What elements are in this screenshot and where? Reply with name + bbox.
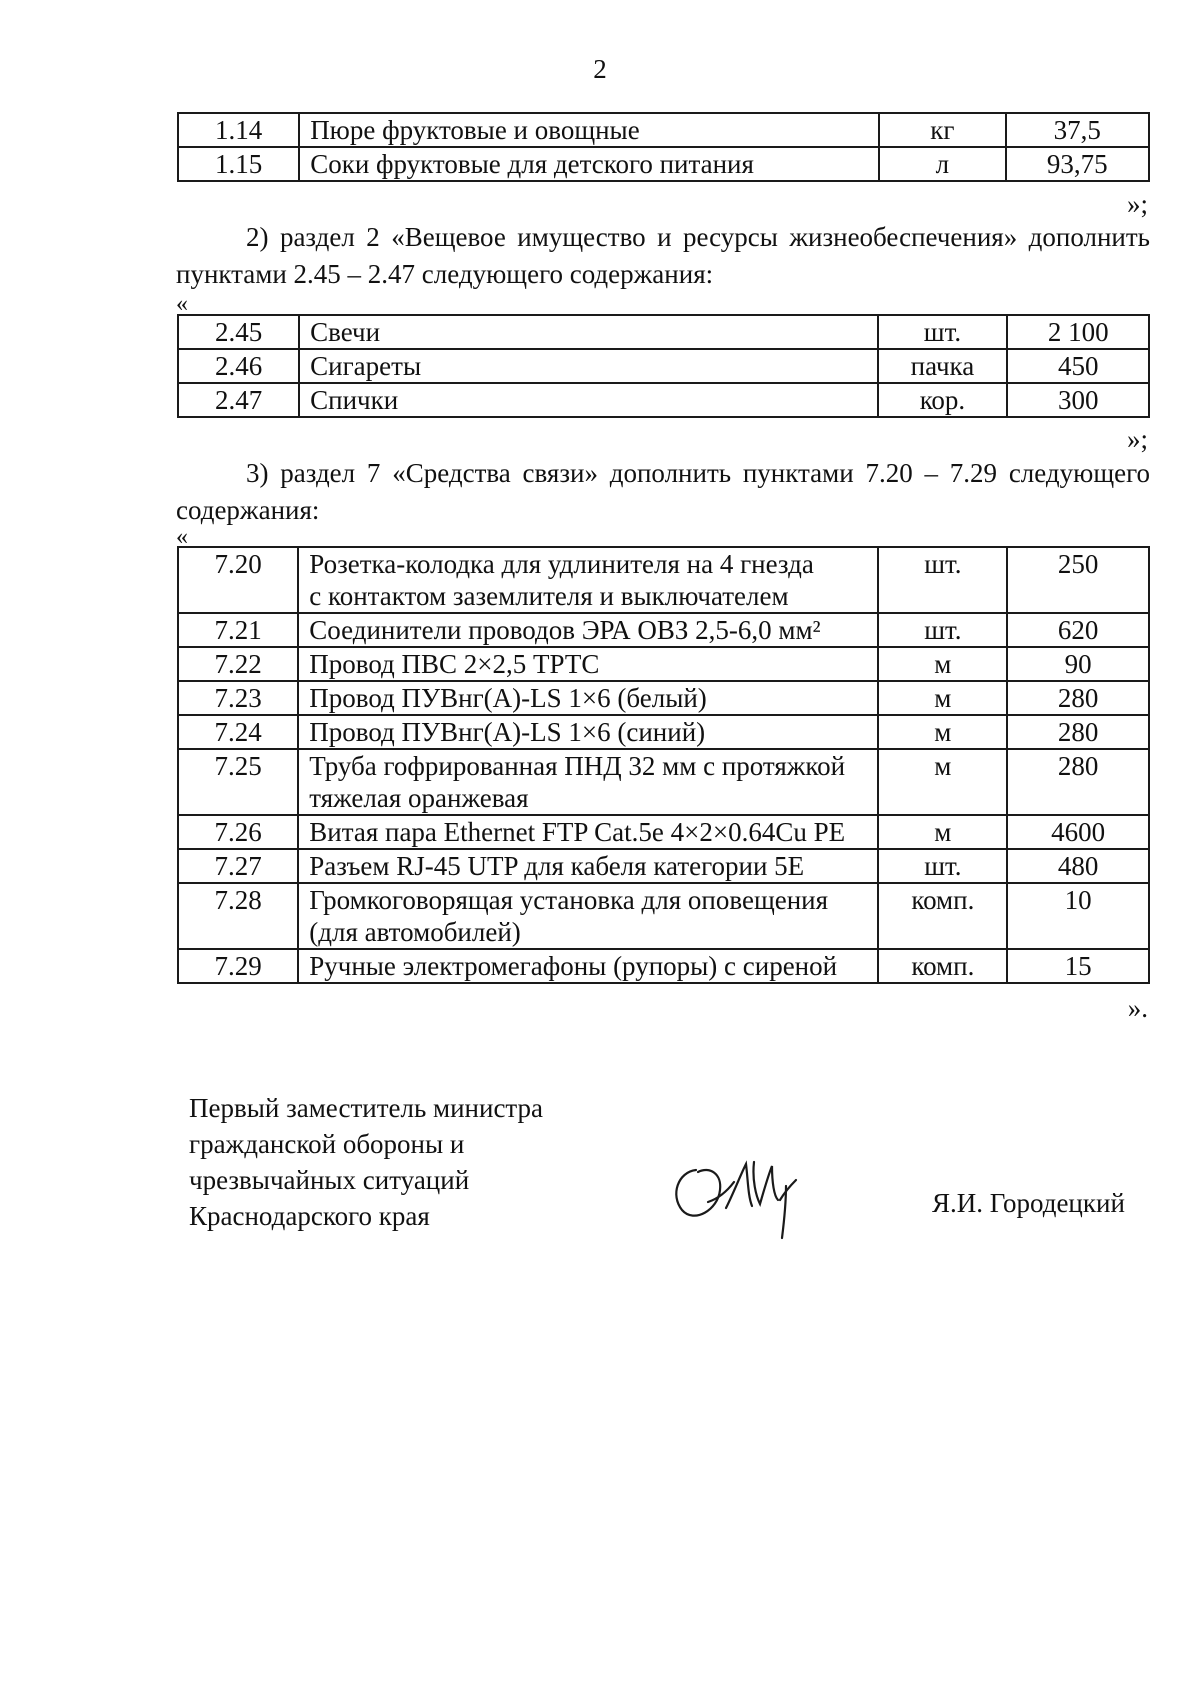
page-number: 2 <box>593 54 607 84</box>
item-number: 7.27 <box>178 849 298 883</box>
closing-quote-3: ». <box>1127 993 1148 1023</box>
item-number: 7.24 <box>178 715 298 749</box>
item-name <box>298 883 878 949</box>
signer-title-line: Первый заместитель министра <box>189 1093 544 1123</box>
item-unit: м <box>878 681 1007 715</box>
paragraph-section-2: 2) раздел 2 «Вещевое имущество и ресурсы жизнеобеспечения» дополнить пунктами 2.45 – 2.47 следующего содержания: <box>176 222 1150 289</box>
item-name <box>299 113 879 147</box>
item-number: 1.14 <box>178 113 299 147</box>
item-name-line: Розетка-колодка для удлинителя на 4 гнезда <box>309 549 814 579</box>
item-quantity: 620 <box>1007 613 1149 647</box>
item-number: 7.21 <box>178 613 298 647</box>
item-name <box>298 681 878 715</box>
signer-title <box>189 1090 543 1234</box>
item-name <box>298 749 878 815</box>
item-name-line: Труба гофрированная ПНД 32 мм с протяжкой <box>309 751 846 781</box>
handwritten-signature <box>668 1140 818 1240</box>
item-number: 2.45 <box>178 315 299 349</box>
item-number: 7.29 <box>178 949 298 983</box>
table-row <box>178 715 1149 749</box>
item-name-line: Ручные электромегафоны (рупоры) с сиреной <box>309 951 838 981</box>
item-quantity: 93,75 <box>1006 147 1149 181</box>
item-name-line: Витая пара Ethernet FTP Cat.5e 4×2×0.64Cu PE <box>309 817 846 847</box>
signer-title-line: гражданской обороны и <box>189 1129 465 1159</box>
closing-quote-2: »; <box>1126 424 1148 454</box>
item-name-line: Свечи <box>310 317 381 347</box>
table-row <box>178 349 1149 383</box>
table-row <box>178 849 1149 883</box>
table-food-items <box>177 112 1150 182</box>
item-name-line: тяжелая оранжевая <box>309 783 529 813</box>
signer-name: Я.И. Городецкий <box>932 1188 1125 1218</box>
item-unit: м <box>878 647 1007 681</box>
item-name <box>298 715 878 749</box>
item-name-line: Провод ПВС 2×2,5 ТРТС <box>309 649 600 679</box>
table-row <box>178 383 1149 417</box>
table-row <box>178 113 1149 147</box>
item-quantity: 250 <box>1007 547 1149 613</box>
item-name <box>298 949 878 983</box>
item-unit: комп. <box>878 949 1007 983</box>
item-name-line: Пюре фруктовые и овощные <box>310 115 640 145</box>
item-number: 1.15 <box>178 147 299 181</box>
item-number: 7.20 <box>178 547 298 613</box>
item-name-line: с контактом заземлителя и выключателем <box>309 581 789 611</box>
item-number: 7.28 <box>178 883 298 949</box>
table-row <box>178 147 1149 181</box>
item-number: 7.25 <box>178 749 298 815</box>
item-unit: шт. <box>878 315 1008 349</box>
item-name-line: (для автомобилей) <box>309 917 521 947</box>
table-row <box>178 749 1149 815</box>
item-name <box>298 815 878 849</box>
item-number: 7.26 <box>178 815 298 849</box>
item-quantity: 480 <box>1007 849 1149 883</box>
item-unit: шт. <box>878 613 1007 647</box>
item-name-line: Сигареты <box>310 351 422 381</box>
item-name-line: Громкоговорящая установка для оповещения <box>309 885 829 915</box>
item-quantity: 15 <box>1007 949 1149 983</box>
item-unit: м <box>878 815 1007 849</box>
item-unit: кор. <box>878 383 1008 417</box>
table-communications-items <box>177 546 1150 984</box>
table-row <box>178 949 1149 983</box>
item-name <box>299 383 877 417</box>
opening-quote-3: « <box>176 524 188 550</box>
item-name <box>298 647 878 681</box>
table-row <box>178 613 1149 647</box>
item-quantity: 90 <box>1007 647 1149 681</box>
item-quantity: 280 <box>1007 749 1149 815</box>
item-quantity: 37,5 <box>1006 113 1149 147</box>
item-unit: шт. <box>878 547 1007 613</box>
table-row <box>178 315 1149 349</box>
table-row <box>178 681 1149 715</box>
signer-title-line: чрезвычайных ситуаций <box>189 1165 470 1195</box>
item-name <box>299 315 877 349</box>
item-unit: кг <box>879 113 1006 147</box>
item-quantity: 2 100 <box>1007 315 1149 349</box>
item-name <box>299 147 879 181</box>
item-unit: м <box>878 715 1007 749</box>
item-name-line: Соединители проводов ЭРА ОВЗ 2,5-6,0 мм² <box>309 615 821 645</box>
item-number: 2.46 <box>178 349 299 383</box>
table-row <box>178 547 1149 613</box>
table-row <box>178 815 1149 849</box>
opening-quote-2: « <box>176 291 188 317</box>
item-quantity: 300 <box>1007 383 1149 417</box>
table-row <box>178 647 1149 681</box>
item-number: 2.47 <box>178 383 299 417</box>
item-quantity: 280 <box>1007 715 1149 749</box>
item-quantity: 10 <box>1007 883 1149 949</box>
table-supplies-items <box>177 314 1150 418</box>
item-name-line: Разъем RJ-45 UTP для кабеля категории 5E <box>309 851 805 881</box>
item-name <box>299 349 877 383</box>
table-row <box>178 883 1149 949</box>
paragraph-section-7: 3) раздел 7 «Средства связи» дополнить пунктами 7.20 – 7.29 следующего содержания: <box>176 458 1150 525</box>
item-name <box>298 849 878 883</box>
item-unit: шт. <box>878 849 1007 883</box>
item-name-line: Спички <box>310 385 399 415</box>
closing-quote-1: »; <box>1126 189 1148 219</box>
item-quantity: 450 <box>1007 349 1149 383</box>
item-name <box>298 547 878 613</box>
item-name <box>298 613 878 647</box>
item-quantity: 280 <box>1007 681 1149 715</box>
item-name-line: Провод ПУВнг(А)-LS 1×6 (белый) <box>309 683 707 713</box>
item-unit: л <box>879 147 1006 181</box>
item-number: 7.23 <box>178 681 298 715</box>
item-unit: комп. <box>878 883 1007 949</box>
item-name-line: Соки фруктовые для детского питания <box>310 149 754 179</box>
signer-title-line: Краснодарского края <box>189 1201 430 1231</box>
item-number: 7.22 <box>178 647 298 681</box>
item-name-line: Провод ПУВнг(А)-LS 1×6 (синий) <box>309 717 706 747</box>
item-quantity: 4600 <box>1007 815 1149 849</box>
item-unit: пачка <box>878 349 1008 383</box>
item-unit: м <box>878 749 1007 815</box>
